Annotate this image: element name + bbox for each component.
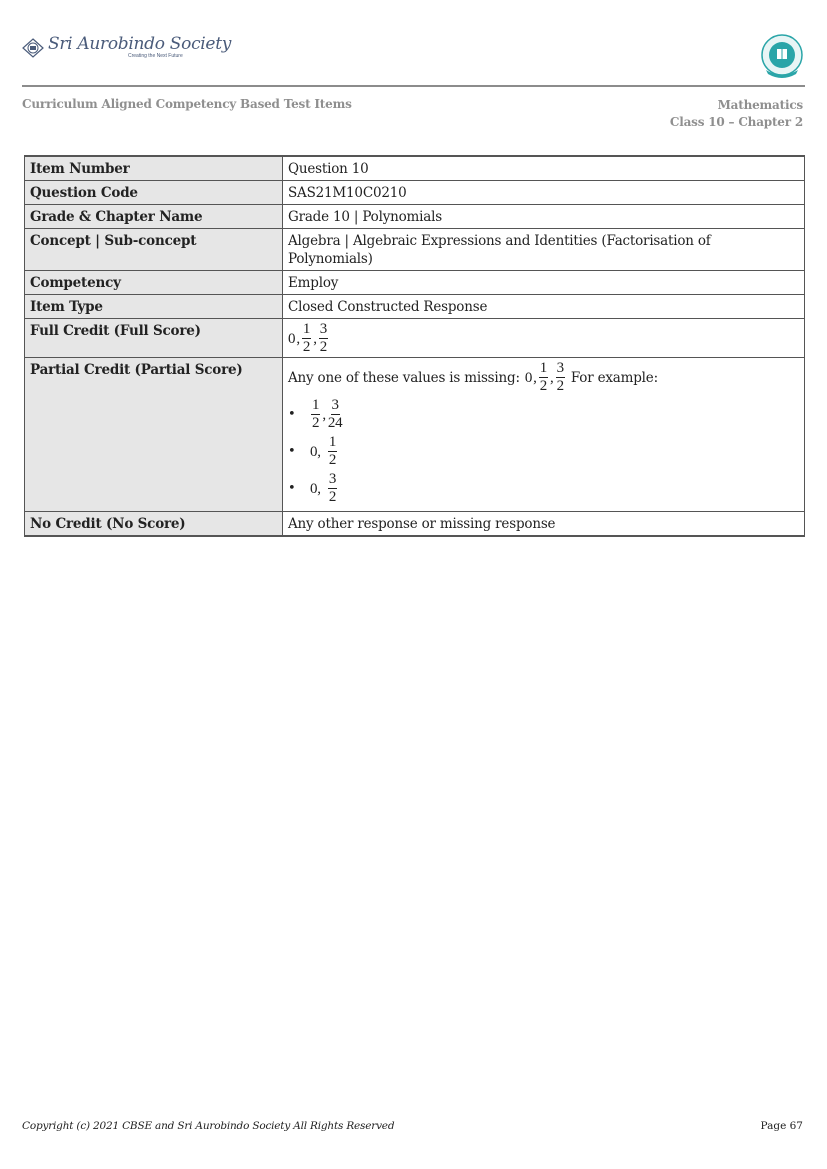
table-row [25, 229, 805, 271]
cbse-emblem-icon [760, 34, 804, 80]
row-value: Grade 10 | Polynomials [283, 205, 805, 229]
row-value: Closed Constructed Response [283, 295, 805, 319]
subject-block [670, 97, 803, 131]
org-tagline: Creating the Next Future [128, 53, 183, 59]
row-value: Any other response or missing response [283, 512, 805, 537]
header-divider [22, 85, 805, 87]
bullet-icon: • [288, 480, 296, 496]
table-row [25, 319, 805, 358]
sri-aurobindo-society-emblem-icon [22, 38, 44, 58]
list-item: • $\frac{1}{2}$ , $\frac{3}{24}$ [288, 397, 343, 431]
fraction: $\frac{3}{24}$ [327, 397, 343, 431]
fraction: $\frac{1}{2}$ [312, 397, 320, 431]
org-name: Sri Aurobindo Society [48, 34, 232, 54]
row-label: Grade & Chapter Name [25, 205, 283, 229]
row-label: Partial Credit (Partial Score) [25, 358, 283, 512]
table-row [25, 156, 805, 181]
table-row [25, 271, 805, 295]
fraction: $\frac{3}{2}$ [556, 360, 564, 394]
fraction: $\frac{1}{2}$ [539, 360, 547, 394]
page-number: Page 67 [760, 1120, 803, 1132]
row-value: Algebra | Algebraic Expressions and Identities (Factorisation of Polynomials) [283, 229, 805, 271]
row-label: Competency [25, 271, 283, 295]
table-row [25, 181, 805, 205]
bullet-icon: • [288, 443, 296, 459]
partial-credit-value [283, 358, 805, 512]
full-credit-math: 0 , $\frac{1}{2}$ , $\frac{3}{2}$ [288, 321, 328, 355]
row-value: SAS21M10C0210 [283, 181, 805, 205]
row-label: Concept | Sub-concept [25, 229, 283, 271]
copyright-notice: Copyright (c) 2021 CBSE and Sri Aurobindo Society All Rights Reserved [22, 1120, 395, 1132]
row-label: Question Code [25, 181, 283, 205]
partial-credit-intro: Any one of these values is missing: 0 , $\frac{1}{2}$ , $\frac{3}{2}$ For example: [288, 360, 658, 394]
row-value: Question 10 [283, 156, 805, 181]
fraction: $\frac{1}{2}$ [328, 434, 337, 468]
subject-label: Mathematics [717, 98, 803, 112]
fraction: $\frac{3}{2}$ [328, 471, 337, 505]
class-chapter-label: Class 10 – Chapter 2 [669, 115, 803, 129]
row-label: Full Credit (Full Score) [25, 319, 283, 358]
row-label: No Credit (No Score) [25, 512, 283, 537]
table-row [25, 295, 805, 319]
row-label: Item Type [25, 295, 283, 319]
fraction: $\frac{1}{2}$ [302, 321, 311, 355]
bullet-icon: • [288, 406, 296, 422]
fraction: $\frac{3}{2}$ [319, 321, 328, 355]
row-value: Employ [283, 271, 805, 295]
list-item: • 0, $\frac{3}{2}$ [288, 471, 337, 505]
row-label: Item Number [25, 156, 283, 181]
table-row [25, 512, 805, 537]
test-item-table [24, 155, 805, 537]
partial-credit-math: 0 , $\frac{1}{2}$ , $\frac{3}{2}$ [524, 360, 564, 394]
sri-aurobindo-society-logo [22, 36, 231, 59]
full-credit-value [283, 319, 805, 358]
list-item: • 0, $\frac{1}{2}$ [288, 434, 337, 468]
example-list [288, 398, 799, 505]
document-series-title: Curriculum Aligned Competency Based Test Items [22, 97, 352, 111]
table-row [25, 358, 805, 512]
table-row [25, 205, 805, 229]
